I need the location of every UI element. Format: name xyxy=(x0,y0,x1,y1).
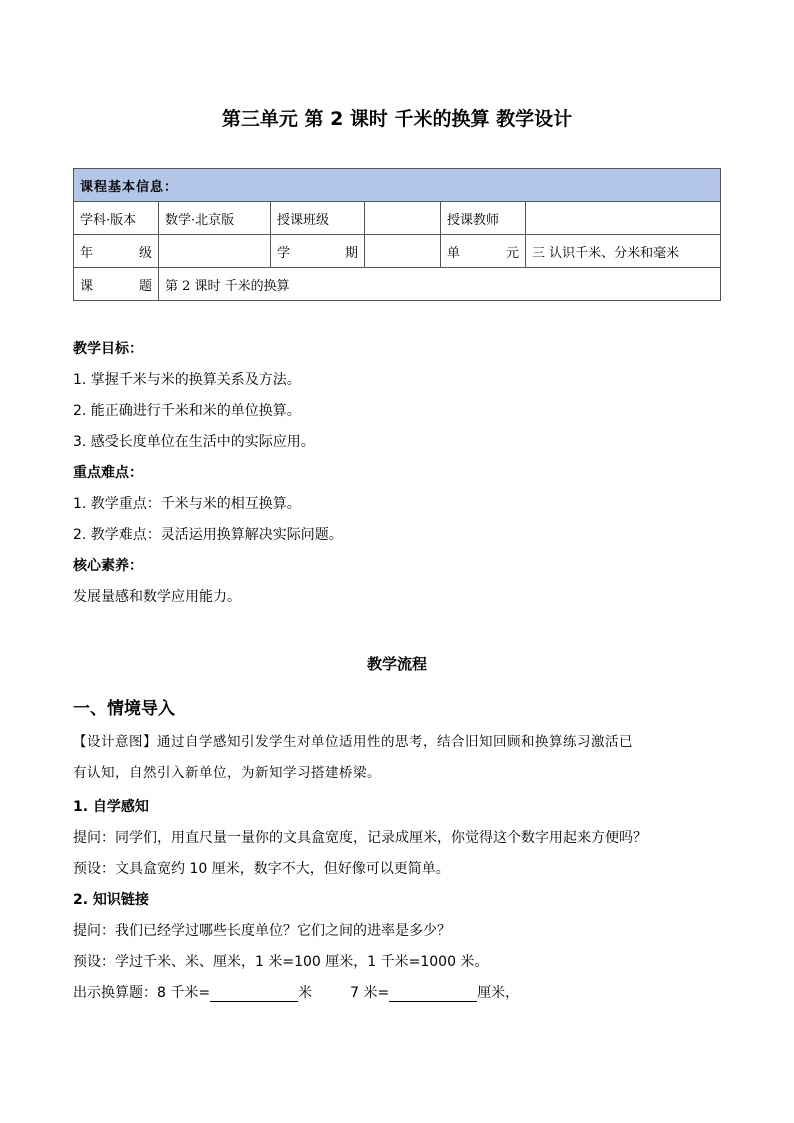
topic-value: 第 2 课时 千米的换算 xyxy=(159,268,721,301)
class-value xyxy=(365,202,441,235)
objectives-heading: 教学目标： xyxy=(73,341,143,357)
design-intent: 【设计意图】通过自学感知引发学生对单位适用性的思考，结合旧知回顾和换算练习激活已 有认知，自然引入新单位，为新知学习搭建桥梁。 xyxy=(73,734,633,781)
teacher-label: 授课教师 xyxy=(441,202,526,235)
section-heading: 一、情境导入 xyxy=(73,699,175,719)
key-points-heading: 重点难点： xyxy=(73,465,143,481)
table-header: 课程基本信息： xyxy=(74,169,721,202)
objective-item: 2. 能正确进行千米和米的单位换算。 xyxy=(73,403,301,419)
key-point-item: 2. 教学难点：灵活运用换算解决实际问题。 xyxy=(73,527,343,543)
term-value xyxy=(365,235,441,268)
document-title: 第三单元 第 2 课时 千米的换算 教学设计 xyxy=(221,108,573,130)
subject-value: 数学·北京版 xyxy=(159,202,271,235)
core-text: 发展量感和数学应用能力。 xyxy=(73,589,241,605)
core-heading: 核心素养： xyxy=(73,558,143,574)
subject-label: 学科·版本 xyxy=(74,202,159,235)
class-label: 授课班级 xyxy=(271,202,365,235)
grade-label: 年 级 xyxy=(74,235,159,268)
unit-value: 三 认识千米、分米和毫米 xyxy=(526,235,721,268)
answer-blank xyxy=(389,987,477,1002)
term-label: 学 期 xyxy=(271,235,365,268)
subsection-heading: 1. 自学感知 xyxy=(73,799,149,815)
teacher-value xyxy=(526,202,721,235)
exercise-line: 出示换算题：8 千米= 米 7 米= 厘米， xyxy=(73,985,520,1001)
course-info-table xyxy=(73,168,721,301)
question-text: 提问：同学们，用直尺量一量你的文具盒宽度，记录成厘米，你觉得这个数字用起来方便吗？ xyxy=(73,830,647,846)
key-point-item: 1. 教学重点：千米与米的相互换算。 xyxy=(73,496,301,512)
subsection-heading: 2. 知识链接 xyxy=(73,892,149,908)
answer-text: 预设：文具盒宽约 10 厘米，数字不大，但好像可以更简单。 xyxy=(73,861,450,877)
grade-value xyxy=(159,235,271,268)
process-heading: 教学流程 xyxy=(366,655,427,673)
unit-label: 单 元 xyxy=(441,235,526,268)
topic-label: 课 题 xyxy=(74,268,159,301)
answer-text: 预设：学过千米、米、厘米，1 米=100 厘米，1 千米=1000 米。 xyxy=(73,954,489,970)
question-text: 提问：我们已经学过哪些长度单位？它们之间的进率是多少？ xyxy=(73,923,451,939)
objective-item: 3. 感受长度单位在生活中的实际应用。 xyxy=(73,434,315,450)
answer-blank xyxy=(210,987,298,1002)
objective-item: 1. 掌握千米与米的换算关系及方法。 xyxy=(73,372,301,388)
